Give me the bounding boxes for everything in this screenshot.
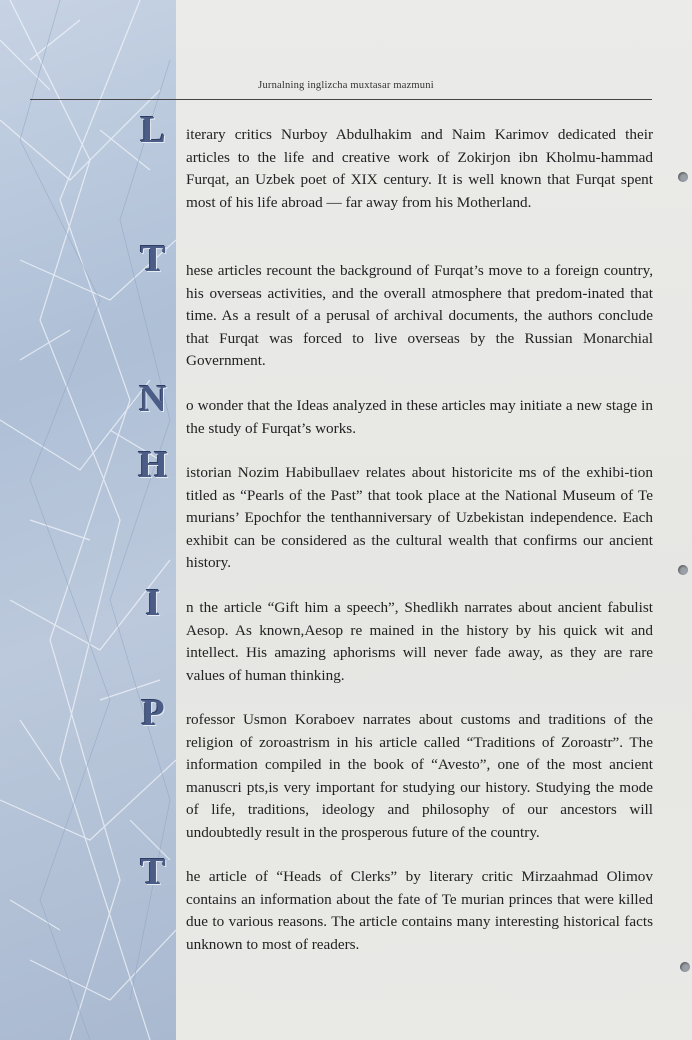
paragraph: n the article “Gift him a speech”, Shedlikh narrates about ancient fabulist Aesop. As known,Aesop re mained in the history by his quick wit and intellect. His amazing aphorisms will never fade away, as they are rare values of human thinking. (186, 599, 653, 684)
drop-cap: P (141, 692, 165, 734)
paragraph: hese articles recount the background of Furqat’s move to a foreign country, his overseas activities, and the overall atmosphere that predom-inated that time. As a result of a perusal of archival documents, the authors conclude that Furqat was forced to live overseas by the Russian Monarchial Government. (186, 262, 653, 370)
binding-hole (680, 962, 690, 972)
drop-cap: T (140, 851, 166, 893)
drop-cap: I (145, 582, 161, 624)
drop-cap: T (140, 238, 166, 280)
drop-cap: H (138, 444, 168, 486)
drop-cap: L (140, 109, 166, 151)
paragraph: o wonder that the Ideas analyzed in these articles may initiate a new stage in the study of Furqat’s works. (186, 397, 653, 437)
paragraph: istorian Nozim Habibullaev relates about historicite ms of the exhibi-tion titled as “Pearls of the Past” that took place at the National Museum of Te murians’ Epochfor the tenthanniversary of Uzbekistan independence. Each exhibit can be considered as the cultural wealth that confirms our ancient history. (186, 464, 653, 572)
header-title: Jurnalning inglizcha muxtasar mazmuni (258, 80, 434, 91)
binding-hole (678, 172, 688, 182)
paragraph: he article of “Heads of Clerks” by literary critic Mirzaahmad Olimov contains an information about the fate of Te murian princes that were killed due to various reasons. The article contains many interesting historical facts unknown to most of readers. (186, 868, 653, 953)
paragraph: rofessor Usmon Koraboev narrates about customs and traditions of the religion of zoroastrism in his article called “Traditions of Zoroastr”. The information compiled in the book of “Avesto”, one of the most ancient manuscri pts,is very important for studying our history. Studying the mode of life, traditions, ideology and philosophy of our ancestors will undoubtedly result in the prosperous future of the country. (186, 711, 653, 841)
paragraph: iterary critics Nurboy Abdulhakim and Naim Karimov dedicated their articles to the life and creative work of Zokirjon ibn Kholmu-hammad Furqat, an Uzbek poet of XIX century. It is well known that Furqat spent most of his life abroad — far away from his Motherland. (186, 126, 653, 211)
page-header (0, 80, 692, 91)
binding-hole (678, 565, 688, 575)
drop-cap: N (139, 378, 167, 420)
header-rule (30, 99, 652, 100)
